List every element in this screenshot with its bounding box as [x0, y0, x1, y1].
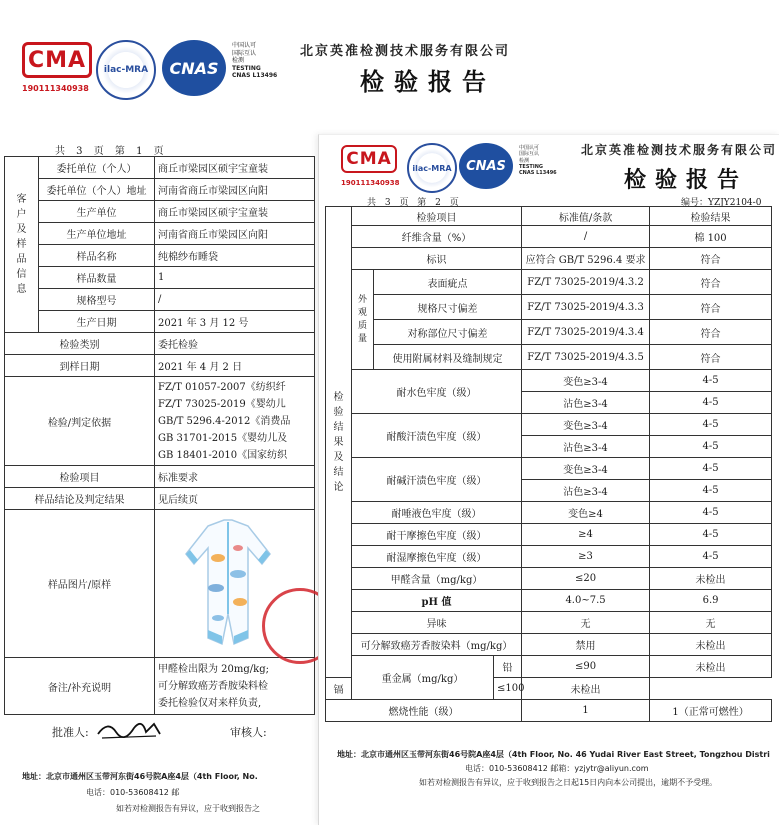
test-result: 未检出	[650, 634, 772, 656]
test-result: 无	[650, 612, 772, 634]
col-header-result: 检验结果	[650, 207, 772, 226]
cnas-label: CNAS	[169, 58, 219, 78]
test-standard: 沾色≥3-4	[522, 480, 650, 502]
test-results-table	[325, 206, 772, 722]
test-standard: ≥4	[522, 524, 650, 546]
info-label: 生产单位	[39, 201, 155, 223]
heavy-metal-name: 铅	[494, 656, 522, 678]
sample-image-label: 样品图片/原样	[5, 510, 155, 658]
cma-number: 190111340938	[22, 84, 89, 93]
cnas-line: 国际互认	[232, 49, 257, 57]
test-result: 4-5	[650, 480, 772, 502]
test-result: 符合	[650, 248, 772, 270]
info-label: 样品数量	[39, 267, 155, 289]
info-value: 商丘市梁园区硕宇宝童装	[155, 157, 315, 179]
info-value: 2021 年 3 月 12 号	[155, 311, 315, 333]
cnas-line: CNAS L13496	[232, 72, 278, 79]
cma-logo	[22, 42, 92, 93]
info-value: 河南省商丘市梁园区向阳	[155, 223, 315, 245]
test-standard: ≤90	[522, 656, 650, 678]
remark-line: 委托检验仅对来样负责,	[158, 697, 262, 709]
test-standard: 沾色≥3-4	[522, 392, 650, 414]
cma-mark: CMA	[22, 42, 92, 78]
basis-standard: GB 18401-2010《国家纺织	[158, 449, 288, 461]
company-name: 北京英准检测技术服务有限公司	[300, 44, 511, 59]
test-standard: 变色≥3-4	[522, 458, 650, 480]
page-number-line: 共 3 页 第 2 页	[367, 198, 462, 208]
test-item: 耐水色牢度（级）	[352, 370, 522, 414]
test-standard: ≤20	[522, 568, 650, 590]
basis-standard: GB/T 5296.4-2012《消费品	[158, 415, 291, 427]
ilac-logo	[96, 40, 156, 100]
ilac-label: ilac-MRA	[412, 163, 452, 173]
cnas-line: CNAS L13496	[519, 170, 557, 176]
test-item: 耐湿摩擦色牢度（级）	[352, 546, 522, 568]
cnas-line: 中国认可	[232, 42, 257, 49]
inspect-type-value: 委托检验	[155, 333, 315, 355]
basis-standard: FZ/T 73025-2019《婴幼儿	[158, 398, 286, 410]
remarks-label: 备注/补充说明	[5, 658, 155, 715]
col-header-item: 检验项目	[352, 207, 522, 226]
info-value: 河南省商丘市梁园区向阳	[155, 179, 315, 201]
test-result: 1（正常可燃性）	[650, 700, 772, 722]
test-standard: 应符合 GB/T 5296.4 要求	[522, 248, 650, 270]
approver-signature	[94, 714, 164, 744]
test-standard: 变色≥3-4	[522, 414, 650, 436]
test-standard: 沾色≥3-4	[522, 436, 650, 458]
approver-label: 批准人:	[52, 726, 89, 739]
test-result: 未检出	[650, 568, 772, 590]
arrival-date-value: 2021 年 4 月 2 日	[155, 355, 315, 377]
info-label: 生产日期	[39, 311, 155, 333]
inspect-type-label: 检验类别	[5, 333, 155, 355]
basis-label: 检验/判定依据	[5, 377, 155, 466]
basis-values	[155, 377, 315, 466]
test-item: 可分解致癌芳香胺染料（mg/kg）	[352, 634, 522, 656]
test-standard: FZ/T 73025-2019/4.3.4	[522, 320, 650, 345]
test-item: 耐唾液色牢度（级）	[352, 502, 522, 524]
col-header-standard: 标准值/条款	[522, 207, 650, 226]
arrival-date-label: 到样日期	[5, 355, 155, 377]
page-number-line: 共 3 页 第 1 页	[55, 146, 168, 157]
test-standard: ≥3	[522, 546, 650, 568]
ilac-label: ilac-MRA	[103, 65, 149, 75]
footer-address: 地址：北京市通州区玉带河东街46号院A座4层（4th Floor, No. 46 Yudai River East Street, Tongzhou Distri	[337, 750, 770, 759]
test-result: 4-5	[650, 524, 772, 546]
info-label: 生产单位地址	[39, 223, 155, 245]
cma-number: 190111340938	[341, 179, 400, 187]
test-item: 异味	[352, 612, 522, 634]
info-value: /	[155, 289, 315, 311]
cnas-line: TESTING	[519, 163, 543, 170]
footer-note: 如若对检测报告有异议，应于收到报告之	[116, 804, 260, 813]
info-value: 1	[155, 267, 315, 289]
basis-standard: GB 31701-2015《婴幼儿及	[158, 432, 288, 444]
test-standard: /	[522, 226, 650, 248]
report-title: 检验报告	[624, 168, 749, 193]
remark-line: 甲醛检出限为 20mg/kg;	[158, 663, 269, 675]
test-result: 4-5	[650, 546, 772, 568]
client-group-label: 客 户 及 样 品 信 息	[5, 157, 39, 333]
test-standard: ≤100	[494, 678, 522, 700]
test-result: 4-5	[650, 370, 772, 392]
cnas-accreditation-text	[232, 42, 277, 80]
report-number: 编号：YZJY2104-0	[681, 198, 762, 208]
cnas-logo	[459, 143, 513, 189]
appearance-group-label: 外 观 质 量	[352, 270, 374, 370]
test-item: 耐碱汗渍色牢度（级）	[352, 458, 522, 502]
test-result: 未检出	[650, 656, 772, 678]
test-item: 使用附属材料及缝制规定	[374, 345, 522, 370]
info-label: 样品名称	[39, 245, 155, 267]
test-item: pH 值	[352, 590, 522, 612]
report-title: 检验报告	[360, 68, 496, 96]
basis-standard: FZ/T 01057-2007《纺织纤	[158, 381, 286, 393]
test-standard: FZ/T 73025-2019/4.3.3	[522, 295, 650, 320]
footer-address: 地址：北京市通州区玉带河东街46号院A座4层（4th Floor, No.	[22, 772, 258, 781]
test-item: 规格尺寸偏差	[374, 295, 522, 320]
test-item: 对称部位尺寸偏差	[374, 320, 522, 345]
test-item: 燃烧性能（级）	[326, 700, 522, 722]
test-standard: FZ/T 73025-2019/4.3.5	[522, 345, 650, 370]
info-label: 委托单位（个人）地址	[39, 179, 155, 201]
report-page-2	[318, 134, 779, 825]
company-name: 北京英准检测技术服务有限公司	[581, 143, 778, 157]
conclusion-value: 见后续页	[155, 488, 315, 510]
test-standard: 变色≥4	[522, 502, 650, 524]
conclusion-label: 样品结论及判定结果	[5, 488, 155, 510]
test-result: 符合	[650, 270, 772, 295]
items-label: 检验项目	[5, 466, 155, 488]
test-item: 纤维含量（%）	[352, 226, 522, 248]
result-group-label: 检 验 结 果 及 结 论	[326, 207, 352, 678]
cnas-accreditation-text	[519, 145, 557, 176]
cnas-line: 检测	[232, 57, 245, 64]
test-standard: 变色≥3-4	[522, 370, 650, 392]
cnas-logo	[162, 40, 226, 96]
test-result: 4-5	[650, 502, 772, 524]
info-label: 委托单位（个人）	[39, 157, 155, 179]
cma-logo	[341, 145, 399, 187]
test-result: 符合	[650, 320, 772, 345]
footer-phone: 电话：010-53608412 邮箱：yzjytr@aliyun.com	[465, 764, 649, 773]
remark-line: 可分解致癌芳香胺染料检	[158, 680, 268, 692]
test-result: 4-5	[650, 458, 772, 480]
test-item: 耐干摩擦色牢度（级）	[352, 524, 522, 546]
test-result: 棉 100	[650, 226, 772, 248]
cnas-line: TESTING	[232, 64, 261, 72]
test-item: 甲醛含量（mg/kg）	[352, 568, 522, 590]
test-result: 未检出	[522, 678, 650, 700]
test-standard: FZ/T 73025-2019/4.3.2	[522, 270, 650, 295]
info-label: 规格型号	[39, 289, 155, 311]
cnas-line: 国际互认	[519, 151, 540, 158]
heavy-metal-label: 重金属（mg/kg）	[352, 656, 494, 700]
items-value: 标准要求	[155, 466, 315, 488]
test-standard: 4.0~7.5	[522, 590, 650, 612]
heavy-metal-name: 镉	[326, 678, 352, 700]
test-standard: 1	[522, 700, 650, 722]
test-item: 标识	[352, 248, 522, 270]
test-item: 表面疵点	[374, 270, 522, 295]
footer-phone: 电话：010-53608412 邮	[86, 788, 180, 797]
reviewer-label: 审核人:	[230, 726, 267, 739]
test-result: 4-5	[650, 436, 772, 458]
test-result: 符合	[650, 295, 772, 320]
cnas-label: CNAS	[466, 158, 506, 174]
test-standard: 无	[522, 612, 650, 634]
test-result: 4-5	[650, 414, 772, 436]
footer-note: 如若对检测报告有异议，应于收到报告之日起15日内向本公司提出，逾期不予受理。	[419, 778, 718, 787]
cnas-line: 检测	[519, 157, 530, 164]
cnas-line: 中国认可	[519, 145, 540, 151]
cma-mark: CMA	[341, 145, 397, 173]
test-result: 符合	[650, 345, 772, 370]
remarks-values	[155, 658, 315, 715]
ilac-logo	[407, 143, 457, 193]
test-result: 6.9	[650, 590, 772, 612]
test-result: 4-5	[650, 392, 772, 414]
info-value: 纯棉纱布睡袋	[155, 245, 315, 267]
info-value: 商丘市梁园区硕宇宝童装	[155, 201, 315, 223]
test-standard: 禁用	[522, 634, 650, 656]
test-item: 耐酸汗渍色牢度（级）	[352, 414, 522, 458]
